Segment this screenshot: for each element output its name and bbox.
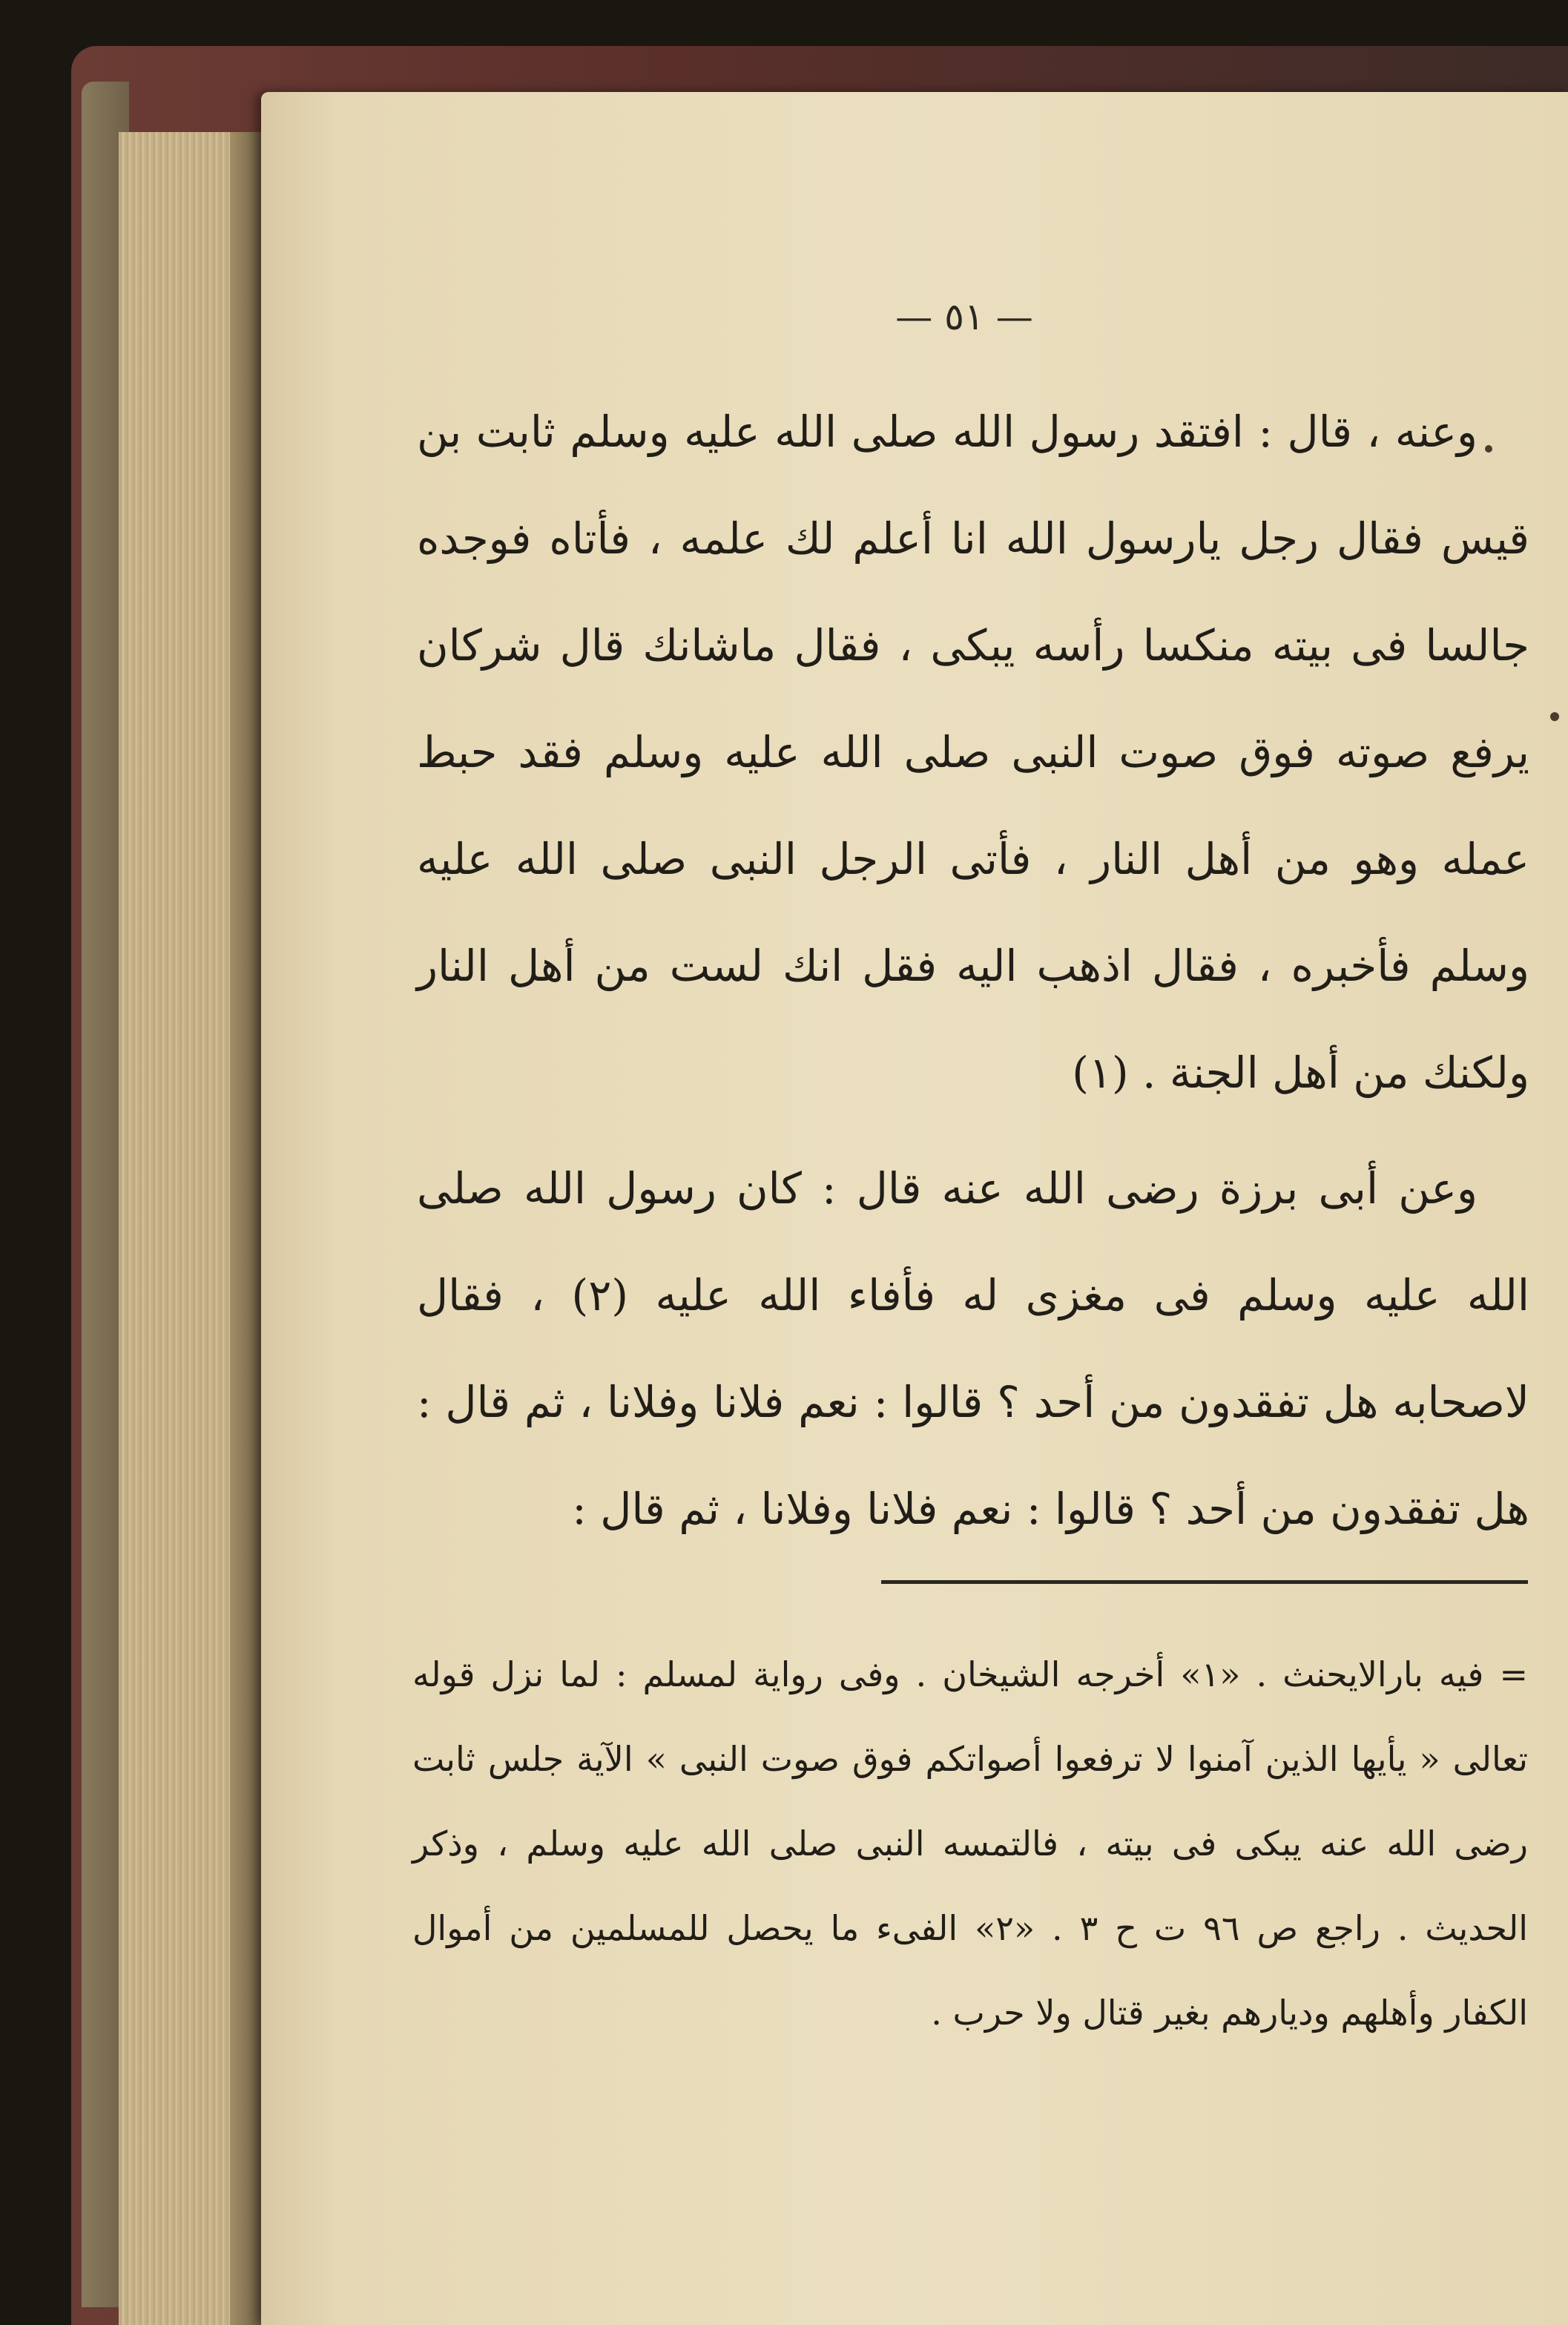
page-block-edges [119,132,245,2325]
main-text [417,378,1529,1562]
page-number: — ٥١ — [895,295,1033,338]
paper-speck [1550,712,1559,721]
footnotes [412,1632,1528,2055]
paragraph-2: وعن أبى برزة رضى الله عنه قال : كان رسول الله صلى الله عليه وسلم فى مغزى له فأفاء الله عليه (٢) ، فقال لاصحابه هل تفقدون من أحد ؟ قالوا : نعم فلانا وفلانا ، ثم قال : هل تفقدون من أحد ؟ قالوا : نعم فلانا وفلانا ، ثم قال : [417,1163,1529,1534]
page-gutter-shadow [230,132,263,2325]
footnote-paragraph: = فيه بارالايحنث . «١» أخرجه الشيخان . وفى رواية لمسلم : لما نزل قوله تعالى « يأيها الذين آمنوا لا ترفعوا أصواتكم فوق صوت النبى » الآية جلس ثابت رضى الله عنه يبكى فى بيته ، فالتمسه النبى صلى الله عليه وسلم ، وذكر الحديث . راجع ص ٩٦ ت ح ٣ . «٢» الفىء ما يحصل للمسلمين من أموال الكفار وأهلهم وديارهم بغير قتال ولا حرب . [412,1654,1529,2033]
paragraph-1: وعنه ، قال : افتقد رسول الله صلى الله عليه وسلم ثابت بن قيس فقال رجل يارسول الله انا أعلم لك علمه ، فأتاه فوجده جالسا فى بيته منكسا رأسه يبكى ، فقال ماشانك قال شركان يرفع صوته فوق صوت النبى صلى الله عليه وسلم فقد حبط عمله وهو من أهل النار ، فأتى الرجل النبى صلى الله عليه وسلم فأخبره ، فقال اذهب اليه فقل انك لست من أهل النار ولكنك من أهل الجنة . (١) [417,407,1529,1098]
paper-speck [1485,445,1492,453]
footnote-divider [881,1580,1528,1584]
